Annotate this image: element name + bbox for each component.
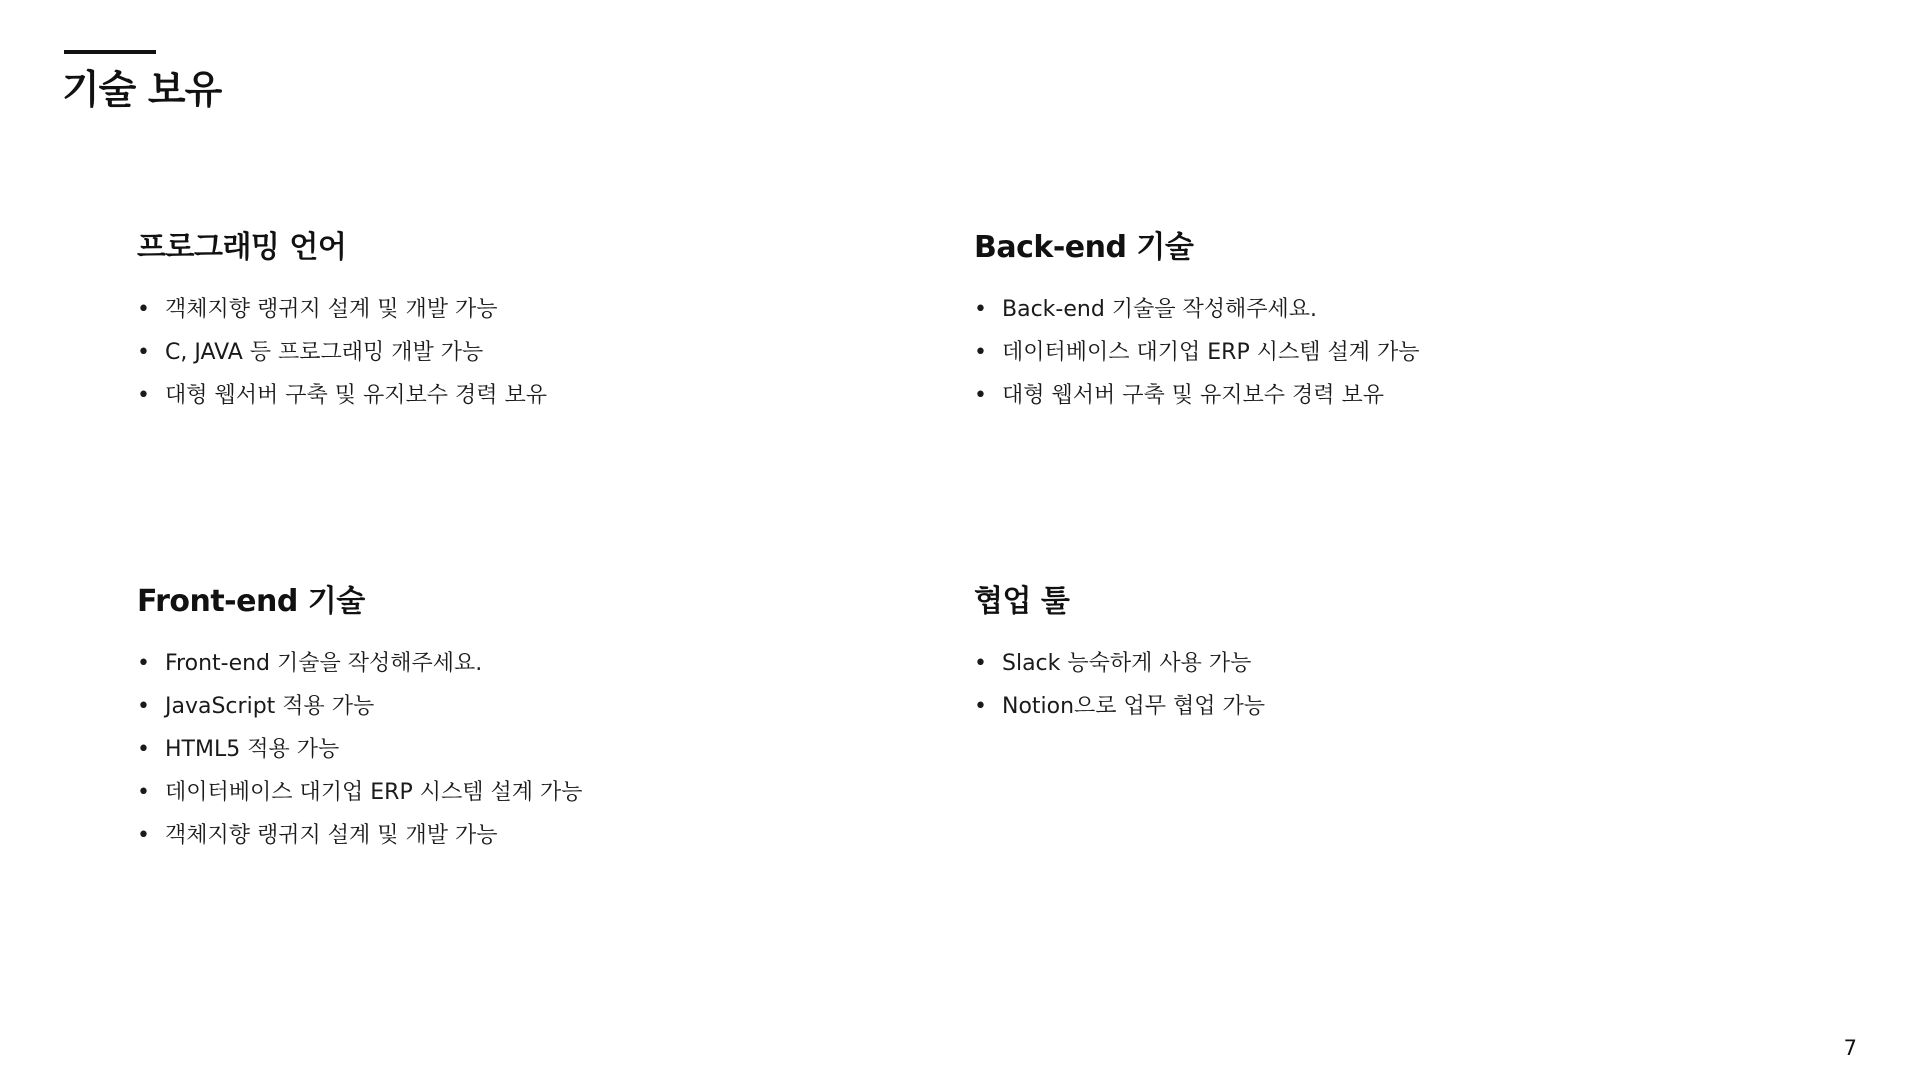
list-item-text: 데이터베이스 대기업 ERP 시스템 설계 가능: [1002, 340, 1420, 365]
bullet-list-frontend: [137, 642, 897, 857]
list-item: [137, 288, 897, 331]
title-rule: [64, 50, 156, 54]
section-programming-language: [137, 230, 897, 417]
bullet-list-programming: [137, 288, 897, 417]
bullet-icon: •: [137, 780, 150, 805]
bullet-icon: •: [974, 651, 987, 676]
list-item-text: 대형 웹서버 구축 및 유지보수 경력 보유: [165, 383, 547, 408]
list-item-text: HTML5 적용 가능: [165, 737, 340, 762]
bullet-icon: •: [137, 694, 150, 719]
list-item-text: 대형 웹서버 구축 및 유지보수 경력 보유: [1002, 383, 1384, 408]
bullet-icon: •: [137, 383, 150, 408]
list-item-text: C, JAVA 등 프로그래밍 개발 가능: [165, 340, 484, 365]
list-item: [137, 771, 897, 814]
bullet-list-collaboration: [974, 642, 1734, 728]
list-item-text: Front-end 기술을 작성해주세요.: [165, 651, 483, 676]
list-item: [974, 685, 1734, 728]
section-frontend: [137, 584, 897, 857]
bullet-icon: •: [137, 297, 150, 322]
list-item-text: 객체지향 랭귀지 설계 및 개발 가능: [165, 823, 498, 848]
list-item-text: Back-end 기술을 작성해주세요.: [1002, 297, 1318, 322]
section-heading-backend: Back-end 기술: [974, 230, 1194, 265]
bullet-icon: •: [974, 297, 987, 322]
list-item: [974, 642, 1734, 685]
page-number: 7: [1843, 1036, 1857, 1060]
list-item: [137, 331, 897, 374]
list-item: [974, 331, 1734, 374]
list-item: [137, 642, 897, 685]
bullet-icon: •: [137, 737, 150, 762]
list-item: [137, 374, 897, 417]
bullet-icon: •: [974, 340, 987, 365]
section-backend: [974, 230, 1734, 417]
bullet-icon: •: [137, 651, 150, 676]
bullet-icon: •: [137, 823, 150, 848]
list-item: [137, 685, 897, 728]
bullet-icon: •: [974, 383, 987, 408]
section-collaboration-tools: [974, 584, 1734, 728]
section-heading-programming: 프로그래밍 언어: [137, 230, 347, 265]
list-item-text: Notion으로 업무 협업 가능: [1002, 694, 1266, 719]
slide-title: 기술 보유: [62, 68, 222, 113]
list-item-text: Slack 능숙하게 사용 가능: [1002, 651, 1252, 676]
section-heading-collaboration: 협업 툴: [974, 584, 1070, 619]
bullet-icon: •: [137, 340, 150, 365]
list-item: [974, 288, 1734, 331]
list-item-text: 객체지향 랭귀지 설계 및 개발 가능: [165, 297, 498, 322]
list-item: [137, 814, 897, 857]
bullet-list-backend: [974, 288, 1734, 417]
bullet-icon: •: [974, 694, 987, 719]
list-item-text: JavaScript 적용 가능: [165, 694, 375, 719]
list-item: [137, 728, 897, 771]
list-item: [974, 374, 1734, 417]
section-heading-frontend: Front-end 기술: [137, 584, 365, 619]
list-item-text: 데이터베이스 대기업 ERP 시스템 설계 가능: [165, 780, 583, 805]
